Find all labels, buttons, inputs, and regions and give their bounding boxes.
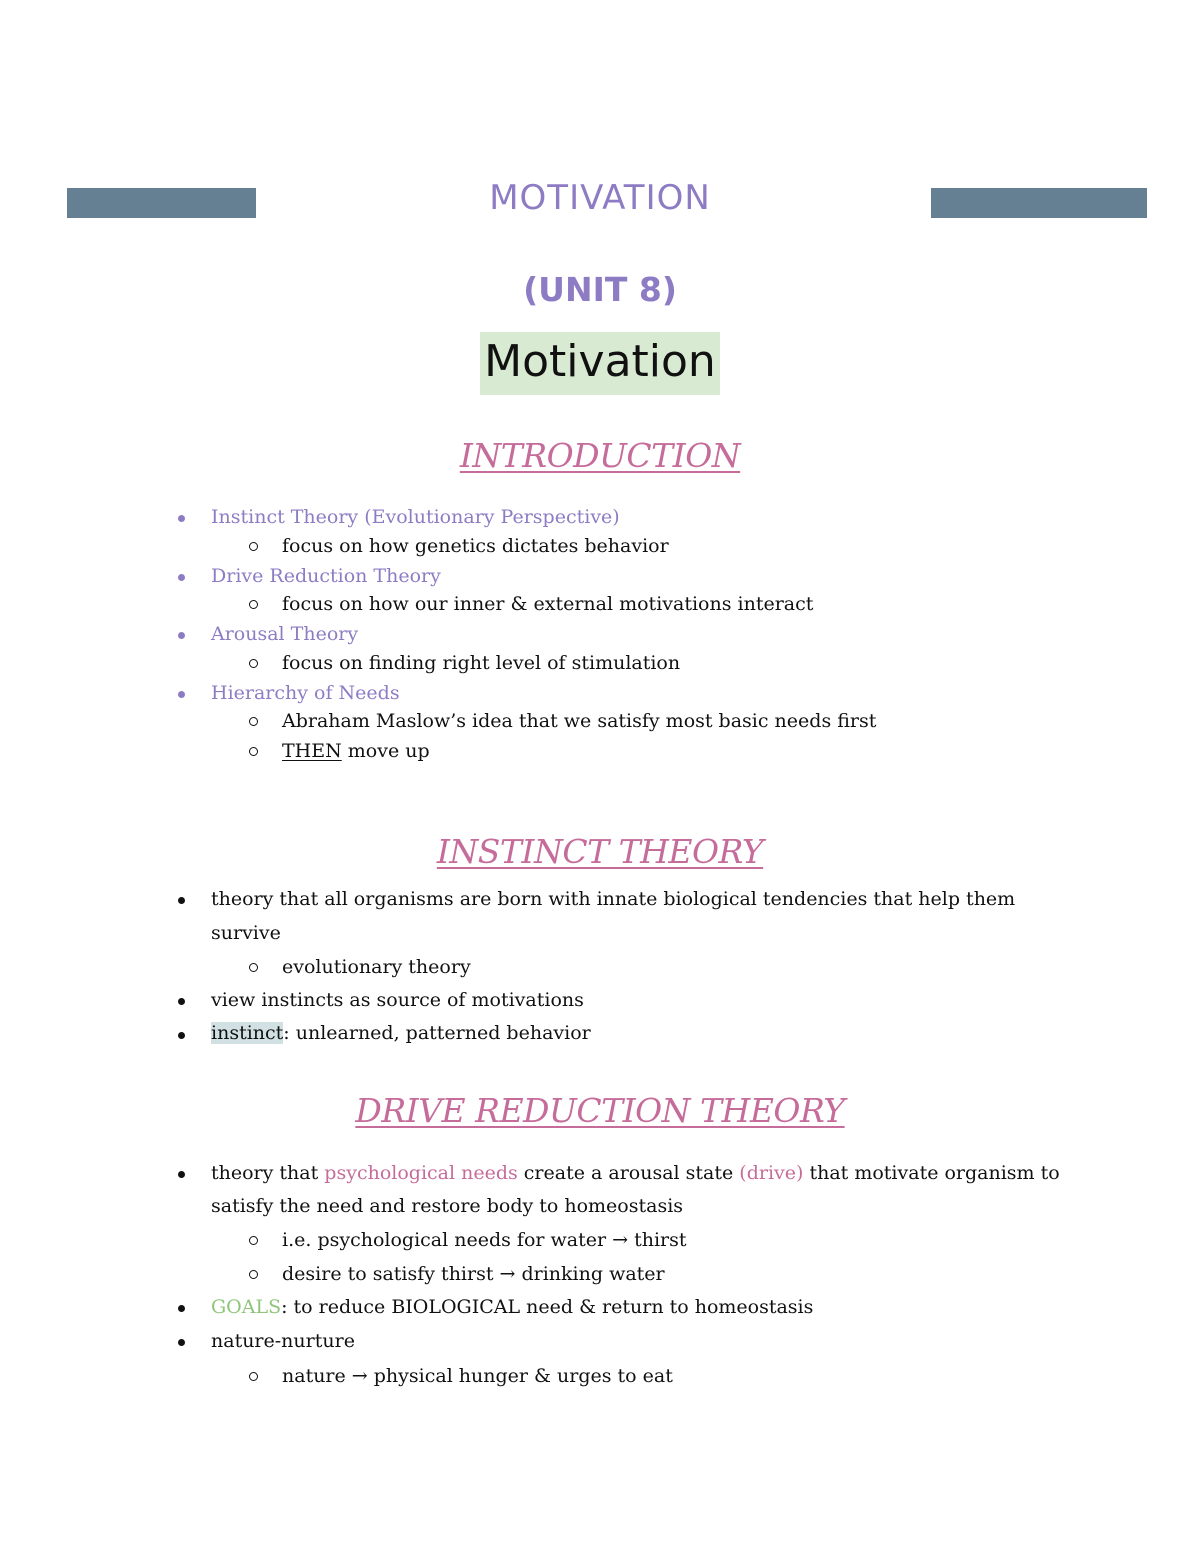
drive-term: (drive)	[739, 1162, 804, 1184]
goals-label: GOALS	[211, 1296, 282, 1318]
drive-sub-nature: nature → physical hunger & urges to eat	[282, 1365, 673, 1387]
drive-definition-line1	[211, 1160, 1060, 1186]
bullet-icon	[178, 1339, 185, 1346]
circle-bullet-icon	[249, 1372, 258, 1381]
goals-rest: : to reduce BIOLOGICAL need & return to homeostasis	[281, 1296, 814, 1318]
drive-text: create a arousal state	[517, 1162, 740, 1184]
instinct-term-rest: : unlearned, patterned behavior	[283, 1022, 591, 1044]
intro-item-instinct: Instinct Theory (Evolutionary Perspective)	[211, 506, 620, 528]
bullet-icon	[178, 574, 185, 581]
then-rest: move up	[341, 740, 430, 762]
boxed-title-wrap	[0, 332, 1200, 395]
bullet-icon	[178, 897, 185, 904]
drive-sub-thirst: desire to satisfy thirst → drinking water	[282, 1263, 665, 1285]
bullet-icon	[178, 998, 185, 1005]
circle-bullet-icon	[249, 1236, 258, 1245]
drive-sub-water: i.e. psychological needs for water → thirst	[282, 1229, 687, 1251]
section-heading-introduction: INTRODUCTION	[459, 436, 741, 475]
intro-item-arousal: Arousal Theory	[211, 623, 359, 645]
intro-sub-instinct: focus on how genetics dictates behavior	[282, 535, 669, 557]
drive-goals	[211, 1294, 813, 1320]
bullet-icon	[178, 1305, 185, 1312]
bullet-icon	[178, 515, 185, 522]
section-heading-instinct: INSTINCT THEORY	[436, 832, 764, 871]
then-word: THEN	[282, 740, 342, 762]
instinct-definition-line1: theory that all organisms are born with innate biological tendencies that help them	[211, 888, 1016, 910]
instinct-definition-line2: survive	[211, 922, 281, 944]
intro-item-drive: Drive Reduction Theory	[211, 565, 441, 587]
intro-item-hierarchy: Hierarchy of Needs	[211, 682, 400, 704]
circle-bullet-icon	[249, 659, 258, 668]
drive-nature-nurture: nature-nurture	[211, 1330, 355, 1352]
drive-definition-line2: satisfy the need and restore body to homeostasis	[211, 1195, 684, 1217]
unit-subtitle: (UNIT 8)	[523, 270, 677, 309]
intro-sub-then	[282, 738, 430, 764]
bullet-icon	[178, 1171, 185, 1178]
circle-bullet-icon	[249, 542, 258, 551]
bullet-icon	[178, 632, 185, 639]
drive-text: theory that	[211, 1162, 325, 1184]
section-heading-drive-reduction: DRIVE REDUCTION THEORY	[355, 1091, 845, 1130]
document-title: MOTIVATION	[489, 178, 711, 218]
drive-text: that motivate organism to	[803, 1162, 1060, 1184]
circle-bullet-icon	[249, 963, 258, 972]
circle-bullet-icon	[249, 600, 258, 609]
bullet-icon	[178, 691, 185, 698]
intro-sub-arousal: focus on finding right level of stimulation	[282, 652, 681, 674]
circle-bullet-icon	[249, 1270, 258, 1279]
intro-sub-maslow: Abraham Maslow’s idea that we satisfy most basic needs first	[282, 710, 877, 732]
drive-psych-needs: psychological needs	[324, 1162, 518, 1184]
instinct-source: view instincts as source of motivations	[211, 989, 584, 1011]
boxed-title: Motivation	[480, 332, 720, 395]
instinct-term: instinct	[211, 1022, 284, 1044]
bullet-icon	[178, 1032, 185, 1039]
circle-bullet-icon	[249, 717, 258, 726]
circle-bullet-icon	[249, 747, 258, 756]
instinct-term-definition	[211, 1020, 591, 1046]
instinct-sub-evolutionary: evolutionary theory	[282, 956, 471, 978]
intro-sub-drive: focus on how our inner & external motivations interact	[282, 593, 814, 615]
